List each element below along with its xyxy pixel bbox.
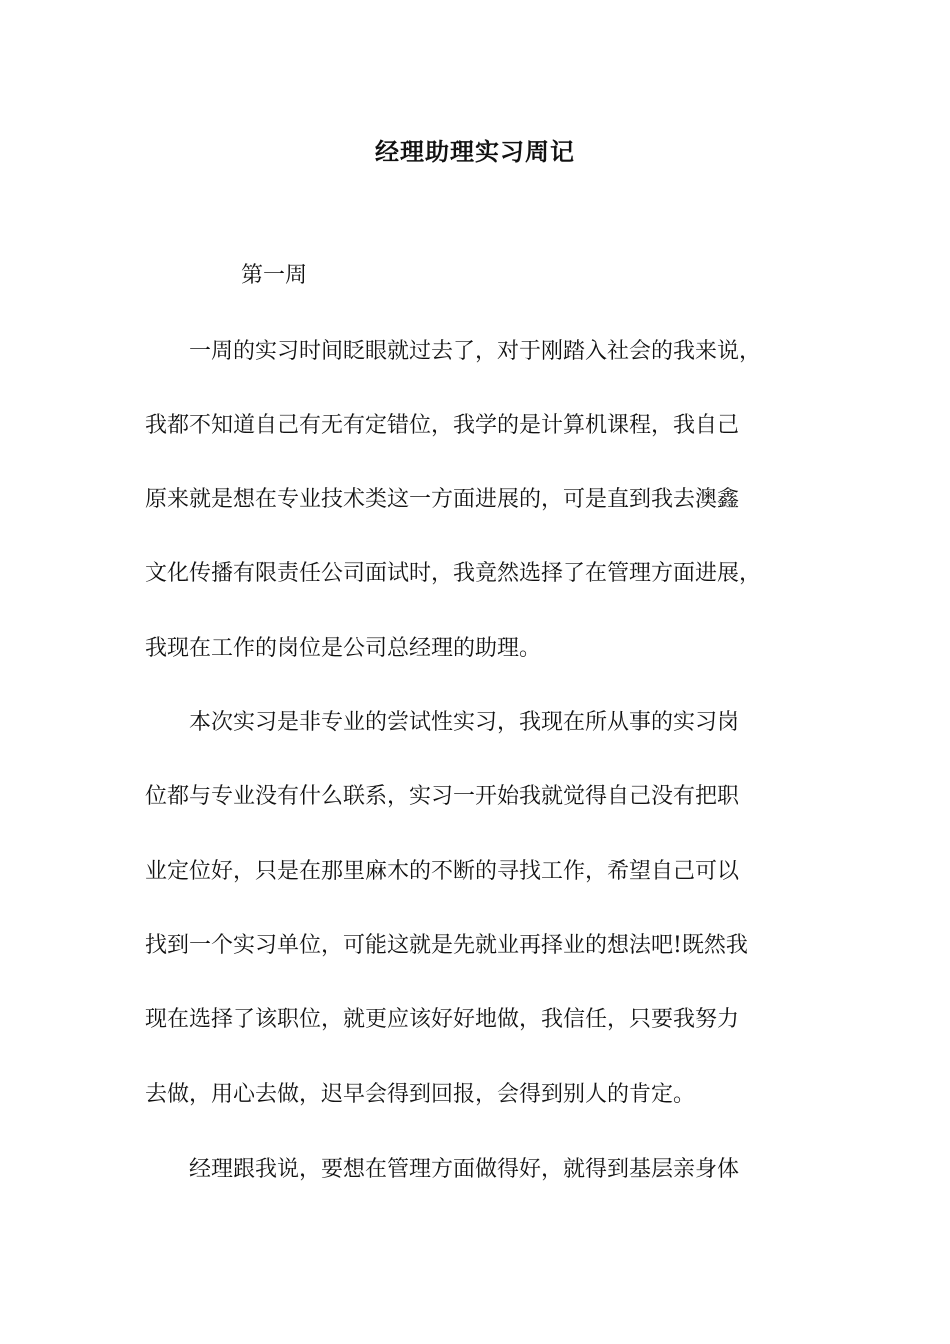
paragraph-line: 去做，用心去做，迟早会得到回报，会得到别人的肯定。: [145, 1082, 696, 1107]
paragraph-line: 位都与专业没有什么联系，实习一开始我就觉得自己没有把职: [145, 784, 740, 809]
paragraph-line: 业定位好，只是在那里麻木的不断的寻找工作，希望自己可以: [145, 859, 740, 884]
document-title: 经理助理实习周记: [375, 137, 575, 166]
paragraph-line: 一周的实习时间眨眼就过去了，对于刚踏入社会的我来说，: [145, 339, 762, 364]
paragraph-line: 找到一个实习单位，可能这就是先就业再择业的想法吧!既然我: [145, 933, 748, 958]
paragraph-line: 我现在工作的岗位是公司总经理的助理。: [145, 636, 542, 661]
week-heading: 第一周: [241, 263, 308, 288]
paragraph-line: 文化传播有限责任公司面试时，我竟然选择了在管理方面进展，: [145, 561, 762, 586]
paragraph-line: 现在选择了该职位，就更应该好好地做，我信任，只要我努力: [145, 1007, 740, 1032]
paragraph-line: 本次实习是非专业的尝试性实习，我现在所从事的实习岗: [145, 710, 740, 735]
paragraph-line: 我都不知道自己有无有定错位，我学的是计算机课程，我自己: [145, 413, 740, 438]
paragraph-line: 经理跟我说，要想在管理方面做得好，就得到基层亲身体: [145, 1157, 740, 1182]
paragraph-line: 原来就是想在专业技术类这一方面进展的，可是直到我去澳鑫: [145, 487, 740, 512]
